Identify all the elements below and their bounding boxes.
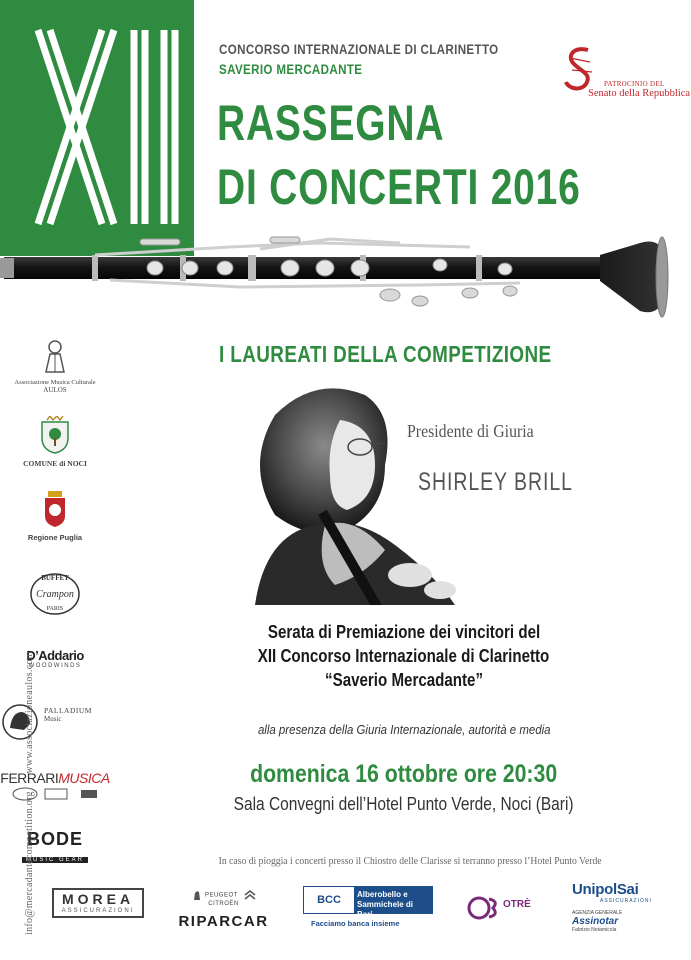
bode-sub: MUSIC GEAR xyxy=(22,857,88,863)
event-line-2: XII Concorso Internazionale di Clarinetto xyxy=(258,646,550,666)
patronage-label: PATROCINIO DEL xyxy=(604,80,665,88)
aulos-logo xyxy=(0,338,110,394)
bode-name: BODE xyxy=(26,829,83,849)
roman-numeral-xii xyxy=(30,22,180,232)
unipolsai-logo xyxy=(572,881,662,933)
peugeot-lion-icon xyxy=(191,889,203,901)
buffet-crampon-logo xyxy=(0,566,110,625)
ferrari-name: FERRARI xyxy=(0,770,59,786)
aulos-name: AULOS xyxy=(43,386,67,394)
daddario-logo xyxy=(0,648,110,669)
ferrari-musica: MUSICA xyxy=(58,770,110,786)
clarinet-illustration xyxy=(0,225,691,325)
unipolsai-sub: ASSICURAZIONI xyxy=(600,898,652,904)
palladium-name: PALLADIUM xyxy=(44,706,92,715)
headline-line2: DI CONCERTI 2016 xyxy=(217,159,581,215)
svg-text:PARIS: PARIS xyxy=(46,606,64,612)
daddario-sub: WOODWINDS xyxy=(28,663,82,669)
aulos-label: Associazione Musica Culturale xyxy=(14,379,96,386)
bode-logo xyxy=(0,830,110,866)
riparcar-name: RIPARCAR xyxy=(178,913,269,930)
buffet-crampon-badge-icon xyxy=(27,566,83,620)
senato-name: Senato della Repubblica xyxy=(588,88,691,99)
car-brands xyxy=(176,889,271,907)
senato-patronage xyxy=(560,44,691,104)
puglia-label: Regione Puglia xyxy=(27,533,83,542)
section-title: I LAUREATI DELLA COMPETIZIONE xyxy=(219,341,552,367)
puglia-crest-icon xyxy=(40,490,70,528)
agency-label: AGENZIA GENERALE xyxy=(572,910,623,916)
svg-text:Crampon: Crampon xyxy=(36,589,74,600)
citroen-chevron-icon xyxy=(244,889,256,901)
jury-president-name: SHIRLEY BRILL xyxy=(418,468,573,496)
contact-email: info@mercadantecompetition.org xyxy=(24,791,35,935)
comune-noci-logo xyxy=(0,416,110,468)
assinotar-name: Assinotar xyxy=(572,916,619,927)
bcc-logo xyxy=(303,886,433,931)
riparcar-logo xyxy=(176,889,271,930)
unipolsai-name: UnipolSai xyxy=(572,881,639,898)
daddario-name: D’Addario xyxy=(26,648,84,663)
bcc-slogan: Facciamo banca insieme xyxy=(311,919,400,928)
senato-emblem-icon xyxy=(560,44,600,94)
event-line-3: “Saverio Mercadante” xyxy=(324,670,483,690)
assinotar-owner: Fabrizio Notarnicola xyxy=(572,927,617,933)
aulos-emblem-icon xyxy=(40,338,70,374)
morea-logo xyxy=(52,888,144,918)
noci-label: COMUNE di NOCI xyxy=(23,459,87,468)
otre-mark-icon xyxy=(467,895,501,921)
event-venue: Sala Convegni dell’Hotel Punto Verde, Noci (Bari) xyxy=(234,794,574,814)
regione-puglia-logo xyxy=(0,490,110,542)
otre-name: OTRÈ xyxy=(503,899,531,910)
otre-logo xyxy=(467,895,537,925)
morea-sub: ASSICURAZIONI xyxy=(61,908,135,914)
noci-crest-icon xyxy=(38,416,72,454)
event-line-1: Serata di Premiazione dei vincitori del xyxy=(267,622,541,642)
competition-dedicatee: SAVERIO MERCADANTE xyxy=(219,62,363,77)
svg-text:BUFFET: BUFFET xyxy=(41,574,69,582)
contact-web: www.associazioneaulos.com xyxy=(24,651,35,774)
event-presence: alla presenza della Giuria Internazionale, autorità e media xyxy=(257,722,551,737)
event-date-time: domenica 16 ottobre ore 20:30 xyxy=(250,760,558,788)
headline-line1: RASSEGNA xyxy=(217,95,445,151)
jury-role: Presidente di Giuria xyxy=(407,421,534,441)
peugeot-label: PEUGEOT xyxy=(204,892,238,899)
competition-name: CONCORSO INTERNAZIONALE DI CLARINETTO xyxy=(219,42,499,57)
bcc-name: BCC xyxy=(304,887,354,913)
ferrari-musica-logo xyxy=(0,770,110,807)
bcc-branch: Alberobello e Sammichele di Bari xyxy=(354,887,432,913)
rain-note: In caso di pioggia i concerti presso il Chiostro delle Clarisse si terranno presso l’Hotel Punto Verde xyxy=(218,856,602,867)
palladium-sub: Music xyxy=(44,715,62,723)
ferrari-brands-icon xyxy=(7,786,103,802)
morea-name: MOREA xyxy=(61,891,135,907)
side-contacts xyxy=(24,651,35,935)
citroen-label: CITROËN xyxy=(208,901,239,907)
